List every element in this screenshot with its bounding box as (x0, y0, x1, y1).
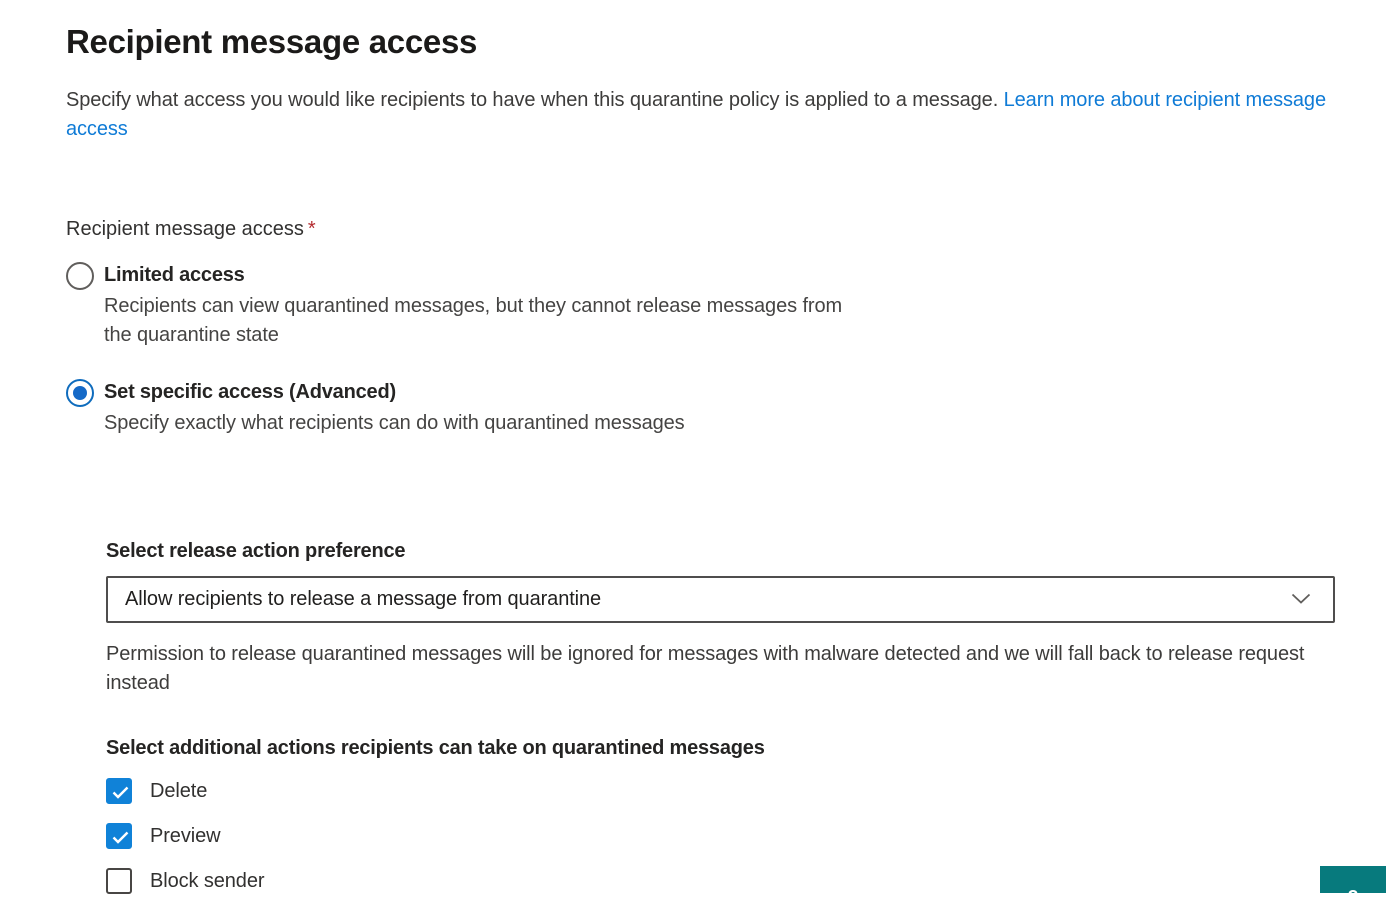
additional-actions-checkbox-group (106, 778, 1336, 894)
checkbox-icon[interactable] (106, 778, 132, 804)
checkmark-icon (112, 786, 129, 799)
radio-button-icon[interactable] (66, 379, 94, 407)
page-title: Recipient message access (66, 23, 478, 60)
access-radio-group (66, 261, 1336, 438)
checkbox-icon[interactable] (106, 823, 132, 849)
radio-description-limited-access: Recipients can view quarantined messages, but they cannot release messages from the quarantine state (104, 295, 843, 346)
release-preference-label: Select release action preference (106, 540, 406, 562)
checkbox-label-delete[interactable]: Delete (150, 779, 208, 802)
checkbox-row-preview[interactable] (106, 823, 1336, 849)
required-marker: * (307, 218, 316, 240)
radio-description-set-specific-access: Specify exactly what recipients can do with quarantined messages (104, 412, 685, 434)
help-button[interactable] (1320, 866, 1386, 907)
radio-button-icon[interactable] (66, 262, 94, 290)
page-description-text: Specify what access you would like recipients to have when this quarantine policy is applied to a message. (66, 89, 999, 111)
chevron-down-icon (1291, 591, 1311, 609)
checkbox-icon[interactable] (106, 868, 132, 894)
release-preference-help-text: Permission to release quarantined messages will be ignored for messages with malware detected and we will fall back to release request instead (106, 643, 1305, 694)
radio-label-limited-access[interactable]: Limited access (104, 264, 245, 286)
access-field-label: Recipient message access * (66, 218, 316, 240)
advanced-access-section (106, 537, 1336, 894)
checkbox-label-preview[interactable]: Preview (150, 824, 221, 847)
recipient-message-access-panel (66, 22, 1336, 894)
question-mark-icon: ? (1347, 887, 1359, 907)
radio-option-limited-access[interactable] (66, 261, 1336, 350)
checkbox-row-delete[interactable] (106, 778, 1336, 804)
release-preference-dropdown[interactable] (106, 576, 1335, 623)
checkmark-icon (112, 831, 129, 844)
radio-option-set-specific-access[interactable] (66, 378, 1336, 438)
page-description (66, 86, 1336, 144)
additional-actions-label: Select additional actions recipients can take on quarantined messages (106, 737, 765, 759)
learn-more-link[interactable]: Learn more about recipient message access (66, 89, 1326, 140)
radio-label-set-specific-access[interactable]: Set specific access (Advanced) (104, 381, 396, 403)
checkbox-row-block-sender[interactable] (106, 868, 1336, 894)
checkbox-label-block-sender[interactable]: Block sender (150, 869, 265, 892)
release-preference-selected-value: Allow recipients to release a message from quarantine (125, 588, 602, 610)
